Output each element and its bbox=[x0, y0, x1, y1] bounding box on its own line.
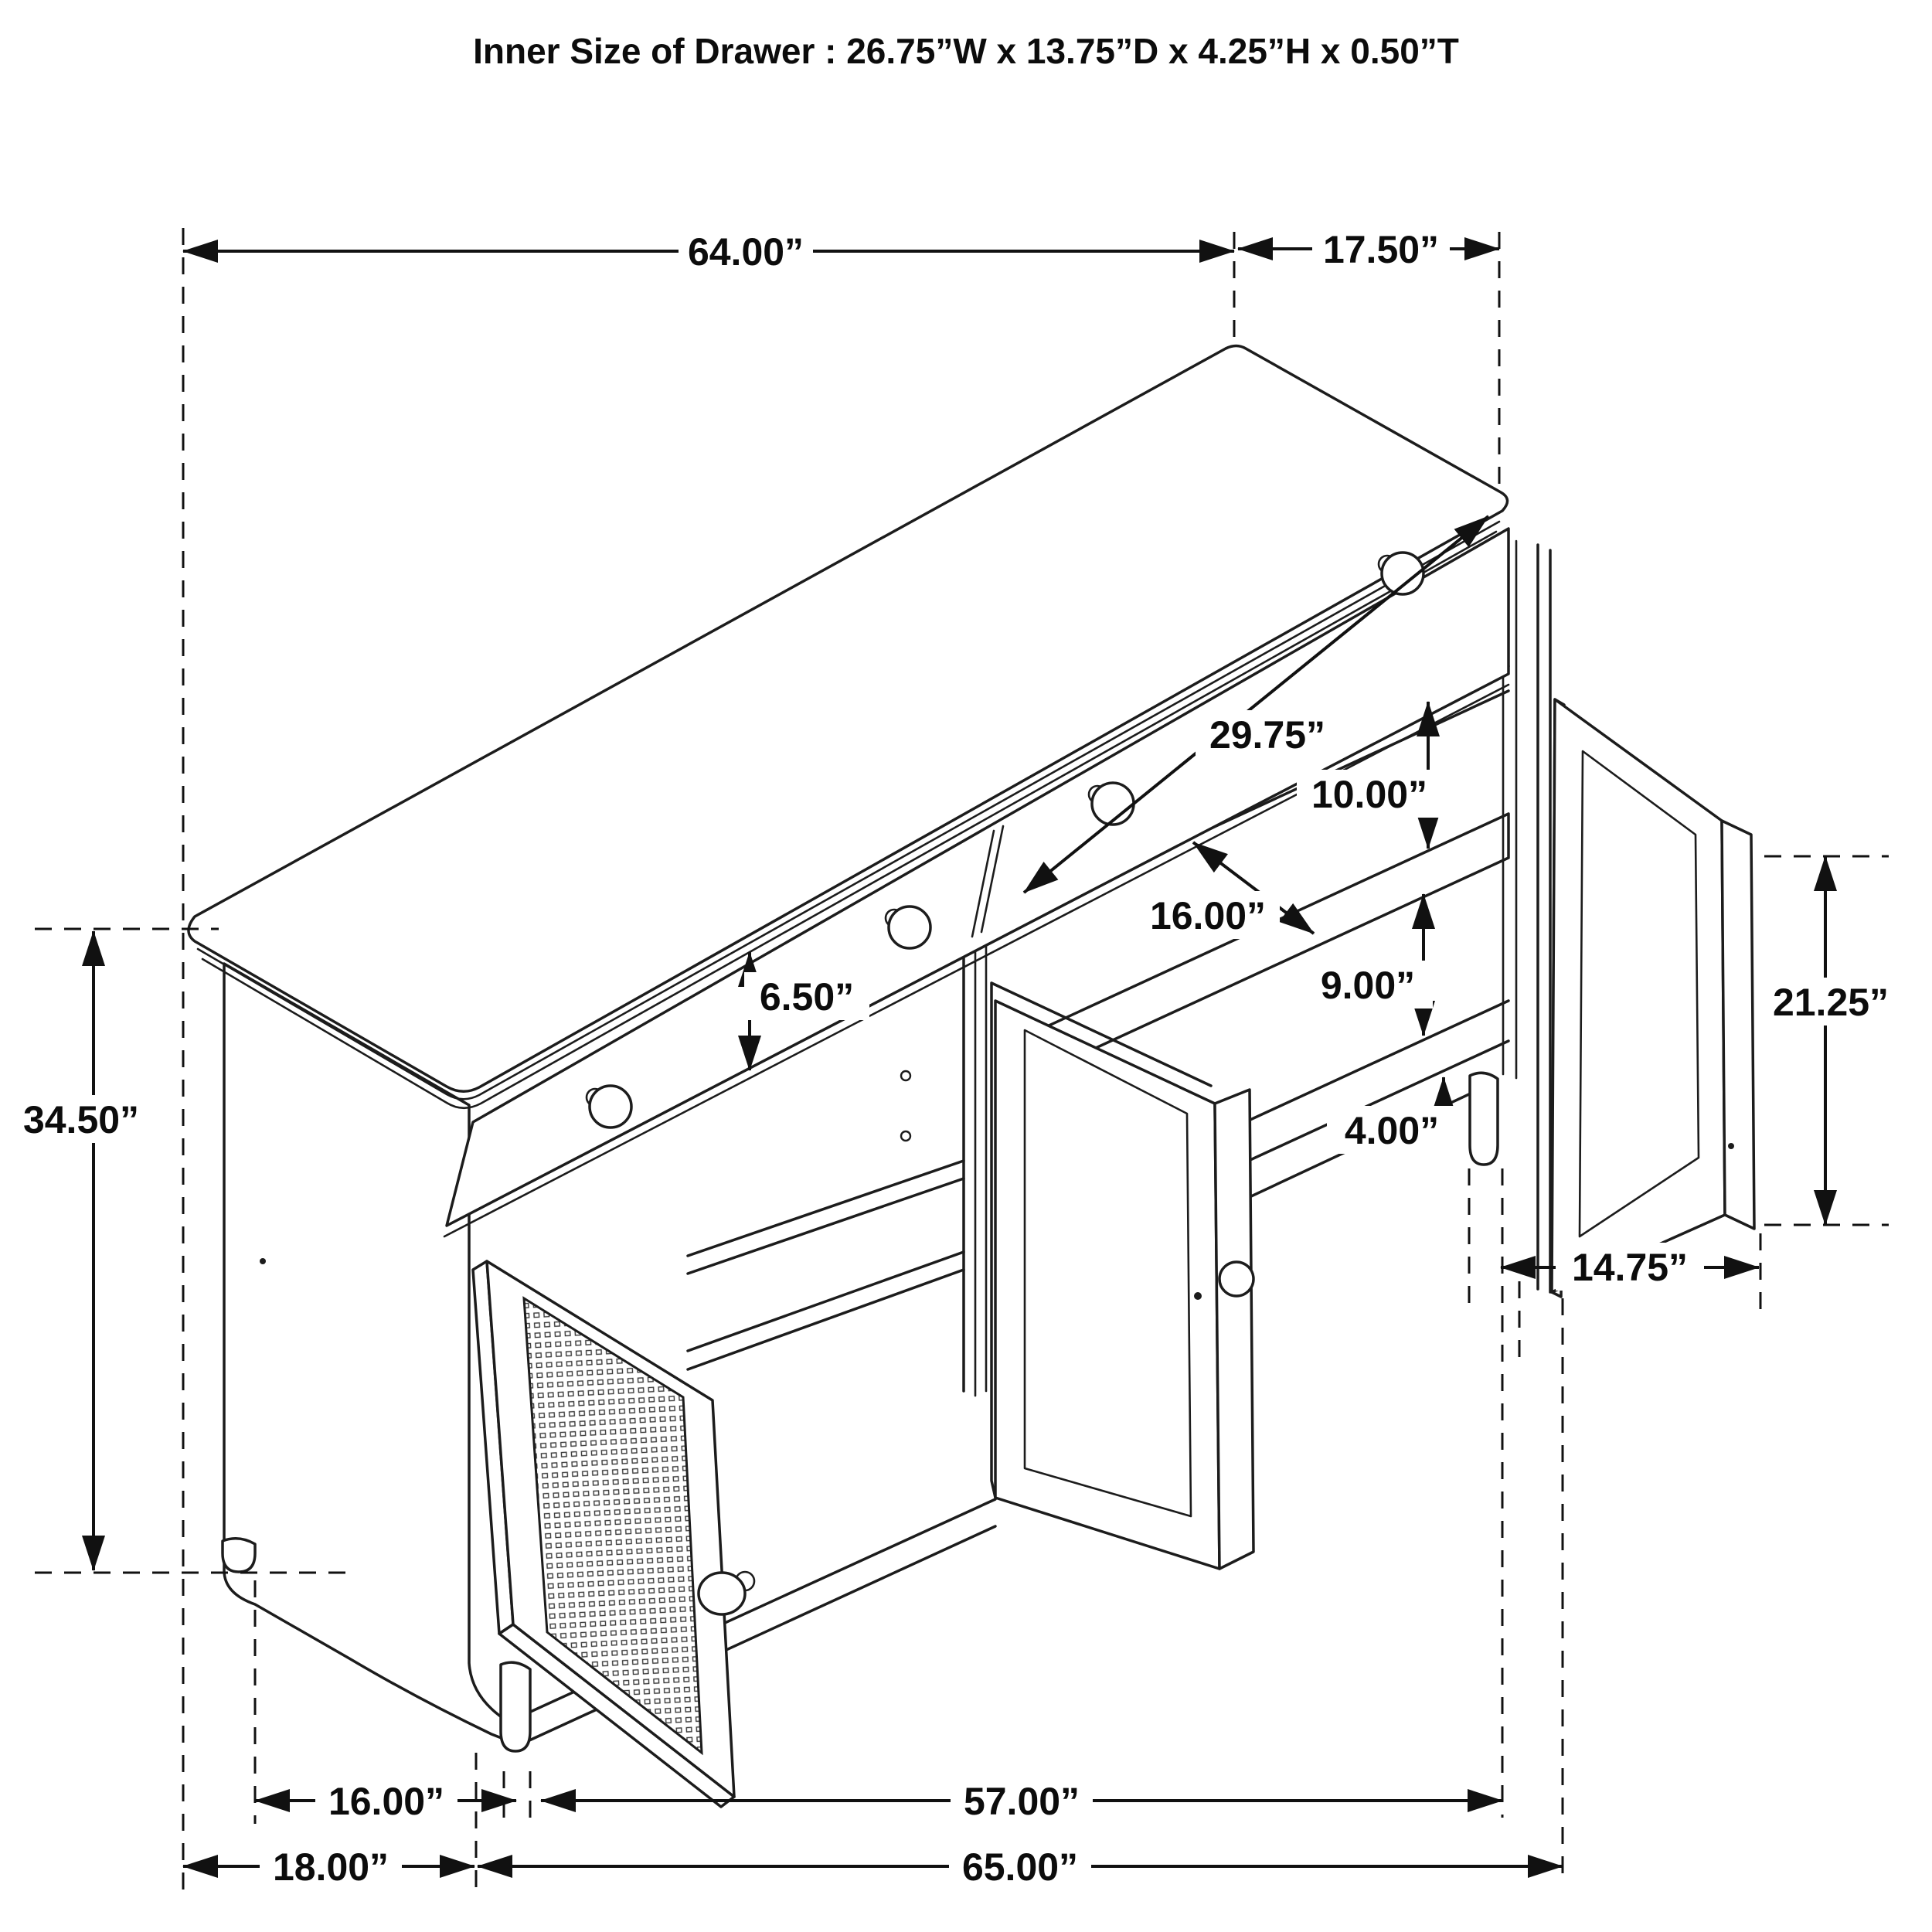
front-right-leg bbox=[1470, 1073, 1498, 1165]
door-knob bbox=[1219, 1262, 1253, 1296]
shelf-pin-hole bbox=[901, 1131, 910, 1141]
middle-door-face bbox=[995, 1001, 1219, 1569]
dimension-label: 16.00” bbox=[1149, 894, 1267, 937]
right-front-edge bbox=[1538, 545, 1550, 1292]
front-left-leg bbox=[501, 1662, 530, 1751]
dimension-label: 34.50” bbox=[22, 1098, 140, 1141]
dimension-label: 18.00” bbox=[272, 1845, 389, 1889]
right-door-face bbox=[1552, 699, 1725, 1292]
dimension-label: 29.75” bbox=[1209, 713, 1326, 757]
panel-speck bbox=[260, 1258, 266, 1264]
dimension-label: 14.75” bbox=[1571, 1246, 1689, 1289]
dimension-label: 4.00” bbox=[1344, 1109, 1440, 1152]
door-speck bbox=[1728, 1143, 1734, 1149]
dimension-shelf-depth bbox=[1136, 842, 1314, 939]
back-left-leg bbox=[223, 1539, 255, 1572]
dimension-label: 17.50” bbox=[1322, 228, 1440, 271]
dimension-label: 6.50” bbox=[759, 975, 855, 1019]
dimension-body-height bbox=[8, 931, 155, 1570]
center-floor bbox=[688, 1252, 964, 1369]
center-shelf bbox=[688, 1161, 964, 1274]
dimension-top-depth bbox=[1238, 225, 1499, 273]
dimension-leg-height bbox=[1327, 1077, 1457, 1154]
dimension-total-width bbox=[478, 1842, 1563, 1890]
dimension-label: 64.00” bbox=[687, 230, 804, 274]
dimension-door-height bbox=[1754, 856, 1907, 1225]
middle-door bbox=[992, 983, 1253, 1569]
cane-webbing-panel bbox=[524, 1298, 702, 1753]
dimension-door-width bbox=[1501, 1243, 1759, 1291]
dimension-label: 21.25” bbox=[1772, 981, 1889, 1024]
dimension-top-width bbox=[183, 227, 1234, 275]
cabinet-body bbox=[189, 346, 1509, 1746]
door-speck bbox=[1194, 1292, 1202, 1300]
page-title: Inner Size of Drawer : 26.75”W x 13.75”D x 4.25”H x 0.50”T bbox=[473, 31, 1459, 71]
shelf-pin-hole bbox=[901, 1071, 910, 1080]
dimension-label: 16.00” bbox=[328, 1780, 445, 1823]
door-knob bbox=[699, 1572, 754, 1614]
middle-door-edge bbox=[1215, 1090, 1253, 1569]
dimension-label: 9.00” bbox=[1320, 964, 1416, 1007]
dimension-label: 65.00” bbox=[961, 1845, 1079, 1889]
dimension-side-depth-total bbox=[183, 1842, 474, 1890]
dimension-label: 10.00” bbox=[1311, 773, 1428, 816]
right-door-edge bbox=[1722, 821, 1754, 1229]
dimension-front-leg-span bbox=[541, 1777, 1502, 1825]
dimension-label: 57.00” bbox=[963, 1780, 1080, 1823]
right-door bbox=[1552, 699, 1754, 1297]
dimension-lower-gap bbox=[1304, 894, 1433, 1036]
